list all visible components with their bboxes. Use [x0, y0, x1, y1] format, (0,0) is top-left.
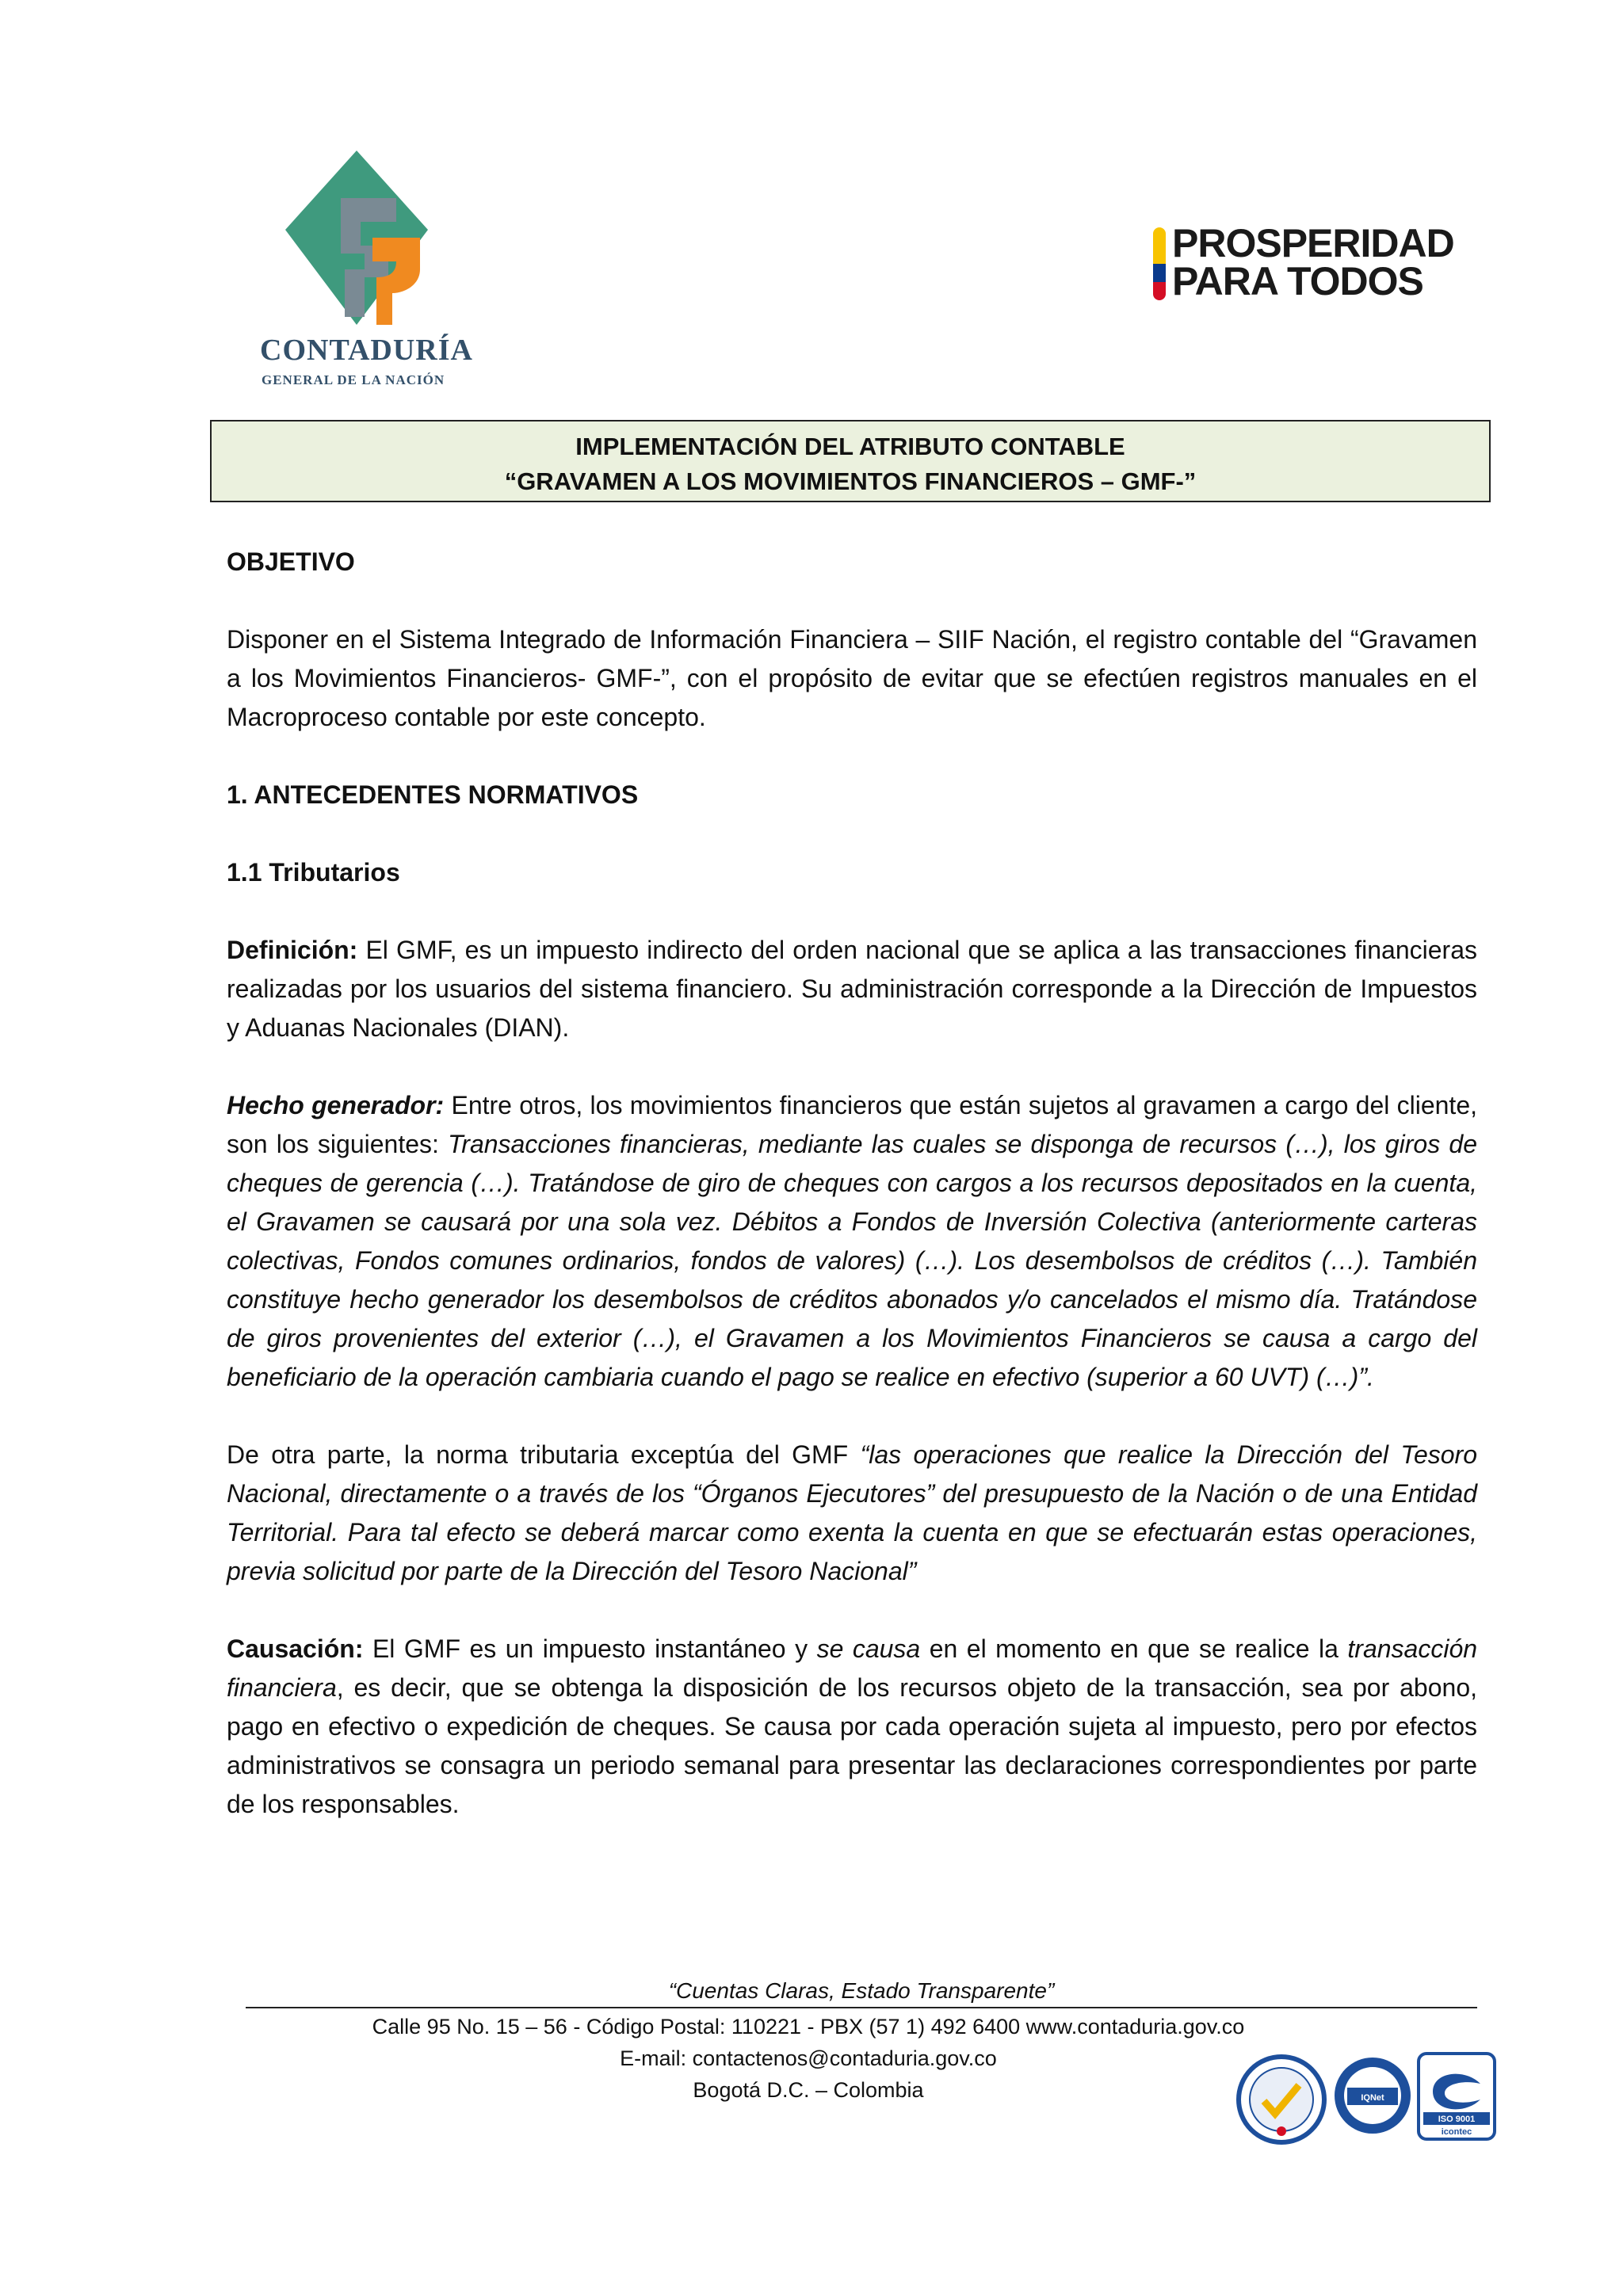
logo-right-line2: PARA TODOS: [1172, 259, 1423, 303]
prosperidad-logo: [1153, 221, 1470, 311]
causacion-text-3: , es decir, que se obtenga la disposición de los recursos objeto de la transacción, sea por abono, pago en efectivo o expedición de cheques. Se causa por cada operación sujeta al impuesto, pero por efectos administrativos se consagra un periodo semanal para presentar las declaraciones correspondientes por parte de los responsables.: [227, 1673, 1477, 1818]
seal-icontec-label: icontec: [1441, 2127, 1472, 2137]
document-body: [227, 543, 1477, 1824]
hecho-generador-paragraph: [227, 1086, 1477, 1397]
causacion-italic-1: se causa: [816, 1634, 921, 1663]
causacion-label: Causación:: [227, 1634, 364, 1663]
seal-iqnet-label: IQNet: [1361, 2093, 1384, 2103]
hecho-generador-quote: Transacciones financieras, mediante las cuales se disponga de recursos (…), los giros de cheques de gerencia (…). Tratándose de giro de cheques con cargos a los recursos depositados en la cuenta, el Gravamen se causará por una sola vez. Débitos a Fondos de Inversión Colectiva (anteriormente carteras colectivas, Fondos comunes ordinarios, fondos de valores) (…). Los desembolsos de créditos (…). También constituye hecho generador los desembolsos de créditos abonados y/o cancelados el mismo día. Tratándose de giros provenientes del exterior (…), el Gravamen a los Movimientos Financieros se causa a cargo del beneficiario de la operación cambiaria cuando el pago se realice en efectivo (superior a 60 UVT) (…)”.: [227, 1130, 1478, 1391]
footer-email: E-mail: contactenos@contaduria.gov.co: [620, 2046, 997, 2070]
footer-contact: [246, 2011, 1371, 2106]
title-line2: “GRAVAMEN A LOS MOVIMIENTOS FINANCIEROS – GMF-”: [504, 467, 1197, 495]
exencion-text: De otra parte, la norma tributaria exceptúa del GMF: [227, 1440, 861, 1469]
logo-right-line1: PROSPERIDAD: [1172, 221, 1454, 265]
gestion-calidad-seal-icon: [1236, 2052, 1327, 2151]
tributarios-heading: 1.1 Tributarios: [227, 858, 400, 887]
causacion-italic-2: transacción financiera: [227, 1634, 1478, 1702]
exencion-paragraph: [227, 1436, 1477, 1591]
definicion-text: El GMF, es un impuesto indirecto del orden nacional que se aplica a las transacciones financieras realizadas por los usuarios del sistema financiero. Su administración corresponde a la Dirección de Impuestos y Aduanas Nacionales (DIAN).: [227, 936, 1477, 1042]
iqnet-seal-icon: [1333, 2052, 1412, 2143]
objetivo-paragraph: Disponer en el Sistema Integrado de Información Financiera – SIIF Nación, el registro contable del “Gravamen a los Movimientos Financieros- GMF-”, con el propósito de evitar que se efectúen registros manuales en el Macroproceso contable por este concepto.: [227, 625, 1477, 731]
footer-divider: [246, 2007, 1477, 2008]
objetivo-heading: OBJETIVO: [227, 547, 355, 576]
footer-city: Bogotá D.C. – Colombia: [693, 2078, 924, 2102]
causacion-paragraph: [227, 1630, 1477, 1824]
logo-left-subtitle: GENERAL DE LA NACIÓN: [262, 372, 445, 387]
causacion-text-1: El GMF es un impuesto instantáneo y: [363, 1634, 817, 1663]
logo-left-name: CONTADURÍA: [260, 334, 473, 367]
footer-motto: “Cuentas Claras, Estado Transparente”: [668, 1978, 1055, 2003]
certification-seals: [1236, 2052, 1498, 2155]
contaduria-logo: [254, 151, 473, 388]
antecedentes-heading: 1. ANTECEDENTES NORMATIVOS: [227, 780, 639, 809]
hecho-generador-label: Hecho generador:: [227, 1091, 445, 1119]
seal-iso-label: ISO 9001: [1438, 2115, 1476, 2124]
colombia-flag-icon: [1153, 227, 1166, 300]
title-line1: IMPLEMENTACIÓN DEL ATRIBUTO CONTABLE: [575, 433, 1125, 460]
definicion-paragraph: [227, 931, 1477, 1047]
definicion-label: Definición:: [227, 936, 358, 964]
icontec-seal-icon: [1417, 2052, 1496, 2143]
exencion-quote: “las operaciones que realice la Dirección del Tesoro Nacional, directamente o a través de los “Órganos Ejecutores” del presupuesto de la Nación o de una Entidad Territorial. Para tal efecto se deberá marcar como exenta la cuenta en que se efectuarán estas operaciones, previa solicitud por parte de la Dirección del Tesoro Nacional”: [227, 1440, 1478, 1585]
hecho-generador-text: Entre otros, los movimientos financieros que están sujetos al gravamen a cargo del cliente, son los siguientes:: [227, 1091, 1478, 1158]
footer-address: Calle 95 No. 15 – 56 - Código Postal: 110221 - PBX (57 1) 492 6400 www.contaduria.gov.co: [372, 2015, 1245, 2039]
contaduria-emblem-icon: [285, 151, 428, 325]
document-title-box: [210, 420, 1491, 502]
causacion-text-2: en el momento en que se realice la: [920, 1634, 1348, 1663]
